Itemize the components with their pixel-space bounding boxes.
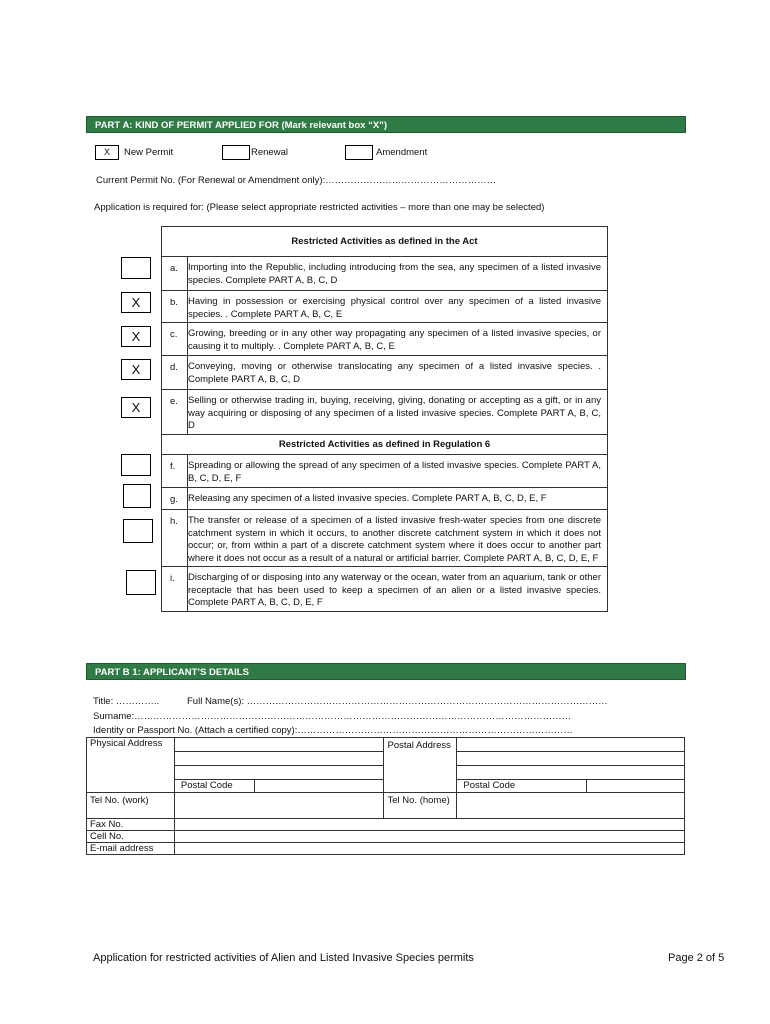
- fax-input[interactable]: [174, 819, 684, 831]
- activity-letter: d.: [162, 356, 188, 389]
- activity-row-i: [162, 567, 607, 611]
- restricted-activities-table: [161, 226, 608, 612]
- regulation-table-header: Restricted Activities as defined in Regulation 6: [162, 435, 607, 455]
- activity-description: Having in possession or exercising physical control over any specimen of a listed invasive species. . Complete PART A, B, C, E: [188, 296, 601, 320]
- full-name-field[interactable]: Full Name(s): ……………………………………………………………………………………………………: [187, 696, 608, 707]
- postal-address-label: Postal Address: [384, 738, 457, 793]
- act-table-header: Restricted Activities as defined in the Act: [162, 227, 607, 257]
- footer-title: Application for restricted activities of Alien and Listed Invasive Species permits: [93, 952, 474, 964]
- activity-description: Discharging of or disposing into any waterway or the ocean, water from an aquarium, tank or other receptacle that has been used to keep a specimen of an alien or a listed invasive species. Complete PART A, B, C, D, E, F: [188, 572, 601, 608]
- activity-description: Conveying, moving or otherwise translocating any specimen of a listed invasive species. . Complete PART A, B, C, D: [188, 361, 601, 385]
- id-number-field[interactable]: Identity or Passport No. (Attach a certified copy):……………………………………………………………………………: [93, 725, 573, 736]
- new-permit-checkbox[interactable]: X: [95, 145, 119, 160]
- activity-description: Growing, breeding or in any other way propagating any specimen of a listed invasive species, or causing it to multiply. . Complete PART A, B, C, E: [188, 328, 601, 352]
- postal-postal-code-input[interactable]: [587, 780, 685, 793]
- activity-g-checkbox[interactable]: [123, 484, 151, 508]
- activity-b-checkbox[interactable]: X: [121, 292, 151, 313]
- postal-address-line-2[interactable]: [457, 752, 685, 766]
- activity-e-checkbox[interactable]: X: [121, 397, 151, 418]
- physical-address-line-1[interactable]: [174, 738, 384, 752]
- tel-home-input[interactable]: [457, 793, 685, 819]
- activity-i-checkbox[interactable]: [126, 570, 156, 595]
- tel-work-input[interactable]: [174, 793, 384, 819]
- activity-a-checkbox[interactable]: [121, 257, 151, 279]
- activity-h-checkbox[interactable]: [123, 519, 153, 543]
- applicant-details-table: [86, 737, 685, 855]
- activity-row-h: [162, 510, 607, 567]
- activity-letter: a.: [162, 257, 188, 290]
- activity-description: The transfer or release of a specimen of a listed invasive fresh-water species from one discrete catchment system in which it occurs, to another discrete catchment system in which it does not occur; or, from within a part of a discrete catchment system where it does occur to another part where it does not occur as a result of a natural or artificial barrier. Complete PART A, B, C, D, E, F: [188, 515, 601, 564]
- activity-letter: g.: [162, 488, 188, 509]
- activity-row-a: [162, 257, 607, 291]
- renewal-checkbox[interactable]: [222, 145, 250, 160]
- activity-description: Selling or otherwise trading in, buying, receiving, giving, donating or accepting as a gift, or in any way acquiring or disposing of any specimen of a listed invasive species. Complete PART A, B, C, D: [188, 395, 601, 431]
- part-a-header: PART A: KIND OF PERMIT APPLIED FOR (Mark relevant box “X”): [86, 116, 686, 133]
- renewal-label: Renewal: [251, 147, 288, 158]
- activity-letter: i.: [162, 567, 188, 611]
- activity-letter: f.: [162, 455, 188, 487]
- activity-description: Importing into the Republic, including introducing from the sea, any specimen of a listed invasive species. Complete PART A, B, C, D: [188, 262, 601, 286]
- activity-f-checkbox[interactable]: [121, 454, 151, 476]
- tel-work-label: Tel No. (work): [87, 793, 175, 819]
- activity-letter: e.: [162, 390, 188, 434]
- activity-letter: b.: [162, 291, 188, 322]
- activity-row-b: [162, 291, 607, 323]
- activity-row-c: [162, 323, 607, 356]
- current-permit-line[interactable]: Current Permit No. (For Renewal or Amendment only):………………………………………………: [96, 175, 497, 186]
- activity-row-e: [162, 390, 607, 435]
- fax-label: Fax No.: [87, 819, 175, 831]
- cell-input[interactable]: [174, 831, 684, 843]
- tel-home-label: Tel No. (home): [384, 793, 457, 819]
- postal-address-line-1[interactable]: [457, 738, 685, 752]
- activity-row-g: [162, 488, 607, 510]
- amendment-label: Amendment: [376, 147, 428, 158]
- activity-letter: h.: [162, 510, 188, 566]
- amendment-checkbox[interactable]: [345, 145, 373, 160]
- page-number: Page 2 of 5: [668, 952, 725, 964]
- activity-letter: c.: [162, 323, 188, 355]
- activity-c-checkbox[interactable]: X: [121, 326, 151, 347]
- physical-address-line-2[interactable]: [174, 752, 384, 766]
- part-b-header: PART B 1: APPLICANT’S DETAILS: [86, 663, 686, 680]
- activity-d-checkbox[interactable]: X: [121, 359, 151, 380]
- physical-postal-code-label: Postal Code: [174, 780, 254, 793]
- email-input[interactable]: [174, 843, 684, 855]
- activity-row-f: [162, 455, 607, 488]
- postal-address-line-3[interactable]: [457, 766, 685, 780]
- physical-address-line-3[interactable]: [174, 766, 384, 780]
- postal-postal-code-label: Postal Code: [457, 780, 587, 793]
- activity-row-d: [162, 356, 607, 390]
- email-label: E-mail address: [87, 843, 175, 855]
- cell-label: Cell No.: [87, 831, 175, 843]
- physical-postal-code-input[interactable]: [254, 780, 384, 793]
- activity-description: Spreading or allowing the spread of any specimen of a listed invasive species. Complete PART A, B, C, D, E, F: [188, 460, 601, 484]
- required-for-text: Application is required for: (Please select appropriate restricted activities – more than one may be selected): [94, 202, 545, 213]
- new-permit-label: New Permit: [124, 147, 174, 158]
- surname-field[interactable]: Surname:…………………………………………………………………………………………………………………………: [93, 711, 572, 722]
- activity-description: Releasing any specimen of a listed invasive species. Complete PART A, B, C, D, E, F: [188, 493, 547, 504]
- title-field[interactable]: Title: …………..: [93, 696, 160, 707]
- physical-address-label: Physical Address: [87, 738, 175, 793]
